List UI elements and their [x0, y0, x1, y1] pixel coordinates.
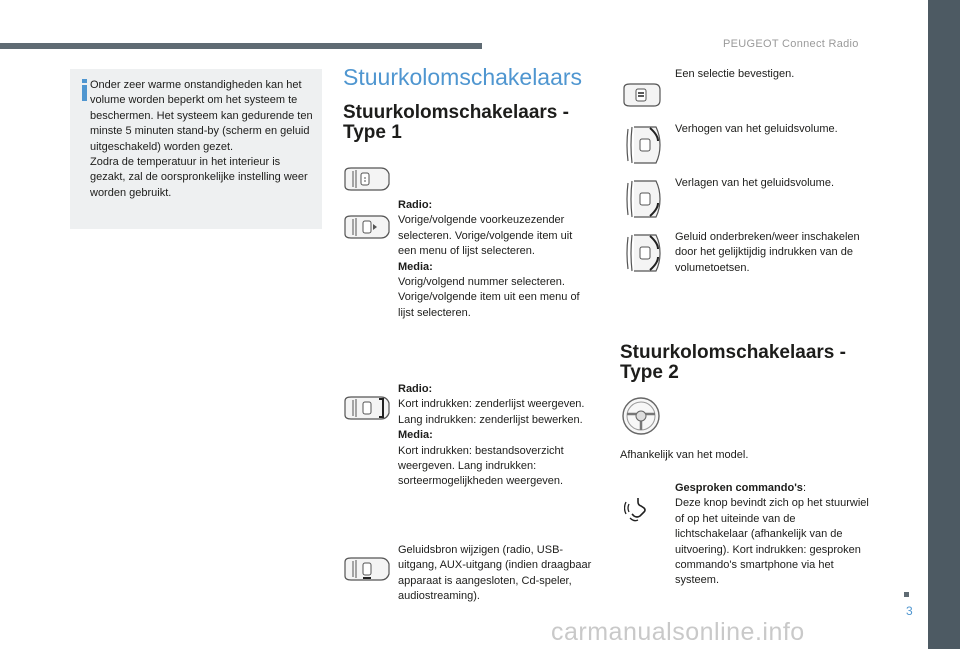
- radio-label: Radio:: [398, 383, 433, 395]
- steering-switch-volume-down-icon: [620, 177, 664, 221]
- type2-heading: [620, 343, 846, 383]
- radio-label: Radio:: [398, 199, 433, 211]
- steering-switch-source-icon: [343, 556, 393, 582]
- continuation-marker: [904, 592, 909, 597]
- page-title: Stuurkolomschakelaars: [343, 64, 583, 90]
- steering-switch-press-icon: [343, 395, 393, 421]
- steering-wheel-icon: [620, 395, 662, 437]
- type1-press-description: [398, 382, 588, 490]
- steering-switch-seek-icon: [343, 214, 393, 240]
- media-text: Vorig/volgend nummer selecteren. Vorige/volgende item uit een menu of lijst selecteren.: [398, 276, 580, 319]
- voice-label-colon: :: [802, 482, 806, 494]
- type1-heading: [343, 103, 569, 143]
- source-text: Geluidsbron wijzigen (radio, USB-uitgang, AUX-uitgang (indien draagbaar apparaat is aangesloten, Cd-speler, audiostreaming).: [398, 544, 592, 603]
- steering-switch-volume-up-icon: [620, 123, 664, 167]
- media-label: Media:: [398, 429, 433, 442]
- model-note: Afhankelijk van het model.: [620, 449, 749, 461]
- header-title: PEUGEOT Connect Radio: [723, 38, 859, 50]
- type1-heading-line1: Stuurkolomschakelaars -: [343, 102, 569, 123]
- page-number: 3: [906, 604, 913, 618]
- steering-switch-confirm-icon: [620, 80, 664, 110]
- confirm-description: Een selectie bevestigen.: [675, 68, 795, 80]
- info-paragraph-1: Onder zeer warme onstandigheden kan het volume worden beperkt om het systeem te beschermen. Het systeem kan gedurende ten minste 5 minuten stand-by (scherm en geluid uitgeschakeld) worden gezet.: [90, 79, 313, 153]
- radio-text: Vorige/volgende voorkeuzezender selecteren. Vorige/volgende item uit een menu of lijst selecteren.: [398, 214, 573, 258]
- type2-heading-line2: Type 2: [620, 362, 679, 383]
- header-bar: [0, 43, 482, 49]
- steering-switch-lever-icon: [343, 166, 393, 192]
- type2-heading-line1: Stuurkolomschakelaars -: [620, 342, 846, 363]
- voice-command-icon: [624, 496, 650, 522]
- steering-switch-mute-icon: [620, 231, 664, 275]
- voice-label: Gesproken commando's: [675, 482, 803, 494]
- voice-command-description: [675, 481, 870, 589]
- type1-source-description: [398, 543, 594, 605]
- media-label: Media:: [398, 260, 433, 273]
- chapter-sidebar: [928, 0, 960, 649]
- volume-up-description: Verhogen van het geluidsvolume.: [675, 123, 838, 135]
- info-text: [90, 78, 316, 201]
- mute-description: Geluid onderbreken/weer inschakelen door het gelijktijdig indrukken van de volumetoetsen.: [675, 231, 860, 274]
- volume-down-description: Verlagen van het geluidsvolume.: [675, 177, 834, 189]
- type1-seek-description: [398, 198, 588, 321]
- voice-text: Deze knop bevindt zich op het stuurwiel of op het uiteinde van de lichtschakelaar (afhankelijk van de uitvoering). Kort indrukken: gesproken commando's smartphone via het systeem.: [675, 497, 869, 587]
- info-paragraph-2: Zodra de temperatuur in het interieur is gezakt, zal de oorspronkelijke instelling weer worden gebruikt.: [90, 156, 308, 199]
- media-text: Kort indrukken: bestandsoverzicht weergeven. Lang indrukken: sorteermogelijkheden weergeven.: [398, 444, 564, 488]
- info-box: [70, 69, 322, 229]
- watermark: carmanualsonline.info: [551, 618, 805, 646]
- radio-text: Kort indrukken: zenderlijst weergeven. Lang indrukken: zenderlijst bewerken.: [398, 398, 585, 426]
- type1-heading-line2: Type 1: [343, 122, 402, 143]
